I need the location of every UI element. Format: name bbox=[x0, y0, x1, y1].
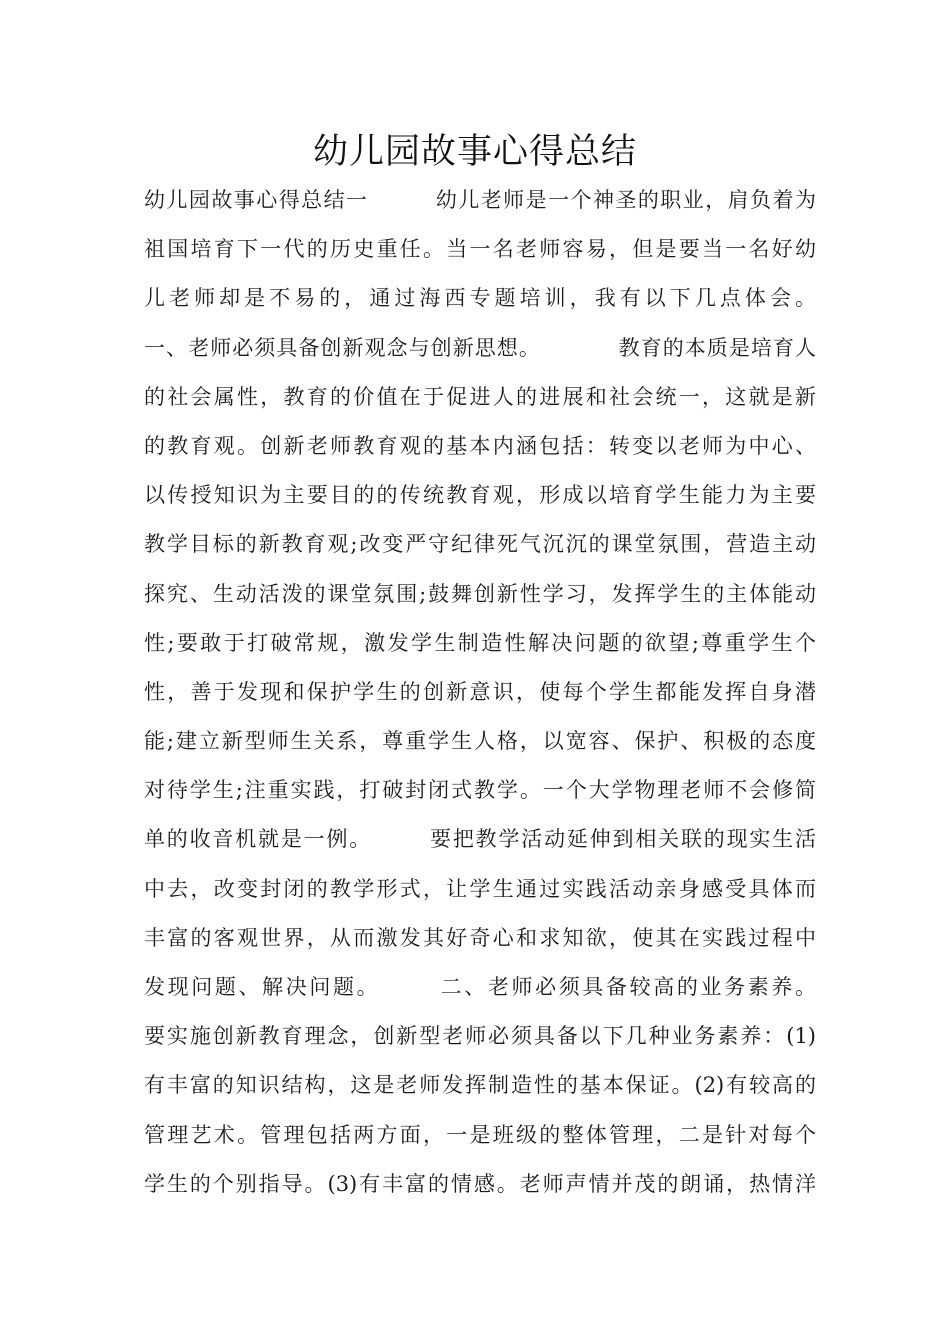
body-line: 性;要敢于打破常规，激发学生制造性解决问题的欲望;尊重学生个 bbox=[144, 630, 816, 655]
body-line: 祖国培育下一代的历史重任。当一名老师容易，但是要当一名好幼 bbox=[144, 237, 816, 262]
body-line: 教学目标的新教育观;改变严守纪律死气沉沉的课堂氛围，营造主动 bbox=[144, 532, 816, 557]
body-line: 对待学生;注重实践，打破封闭式教学。一个大学物理老师不会修简 bbox=[144, 778, 816, 803]
body-line: 性，善于发现和保护学生的创新意识，使每个学生都能发挥自身潜 bbox=[144, 679, 816, 704]
body-line: 的教育观。创新老师教育观的基本内涵包括：转变以老师为中心、 bbox=[144, 433, 816, 458]
body-line: 管理艺术。管理包括两方面，一是班级的整体管理，二是针对每个 bbox=[144, 1122, 816, 1147]
body-line: 探究、生动活泼的课堂氛围;鼓舞创新性学习，发挥学生的主体能动 bbox=[144, 581, 816, 606]
document-body bbox=[144, 176, 816, 1209]
document-title: 幼儿园故事心得总结 bbox=[312, 132, 637, 172]
body-line: 儿老师却是不易的，通过海西专题培训，我有以下几点体会。 bbox=[144, 286, 816, 311]
body-line: 有丰富的知识结构，这是老师发挥制造性的基本保证。(2)有较高的 bbox=[144, 1073, 816, 1098]
body-line: 发现问题、解决问题。 二、老师必须具备较高的业务素养。 bbox=[144, 975, 816, 999]
body-line: 以传授知识为主要目的的传统教育观，形成以培育学生能力为主要 bbox=[144, 483, 816, 508]
body-line: 的社会属性，教育的价值在于促进人的进展和社会统一，这就是新 bbox=[144, 384, 816, 409]
body-line: 要实施创新教育理念，创新型老师必须具备以下几种业务素养：(1) bbox=[144, 1024, 816, 1049]
body-line: 一、老师必须具备创新观念与创新思想。 教育的本质是培育人 bbox=[144, 335, 816, 360]
body-line: 能;建立新型师生关系，尊重学生人格，以宽容、保护、积极的态度 bbox=[144, 729, 816, 754]
body-line: 中去，改变封闭的教学形式，让学生通过实践活动亲身感受具体而 bbox=[144, 876, 816, 901]
body-line: 幼儿园故事心得总结一 幼儿老师是一个神圣的职业，肩负着为 bbox=[144, 188, 816, 212]
body-line: 丰富的客观世界，从而激发其好奇心和求知欲，使其在实践过程中 bbox=[144, 925, 816, 950]
body-line: 单的收音机就是一例。 要把教学活动延伸到相关联的现实生活 bbox=[144, 827, 816, 852]
body-line: 学生的个别指导。(3)有丰富的情感。老师声情并茂的朗诵，热情洋 bbox=[144, 1171, 816, 1196]
